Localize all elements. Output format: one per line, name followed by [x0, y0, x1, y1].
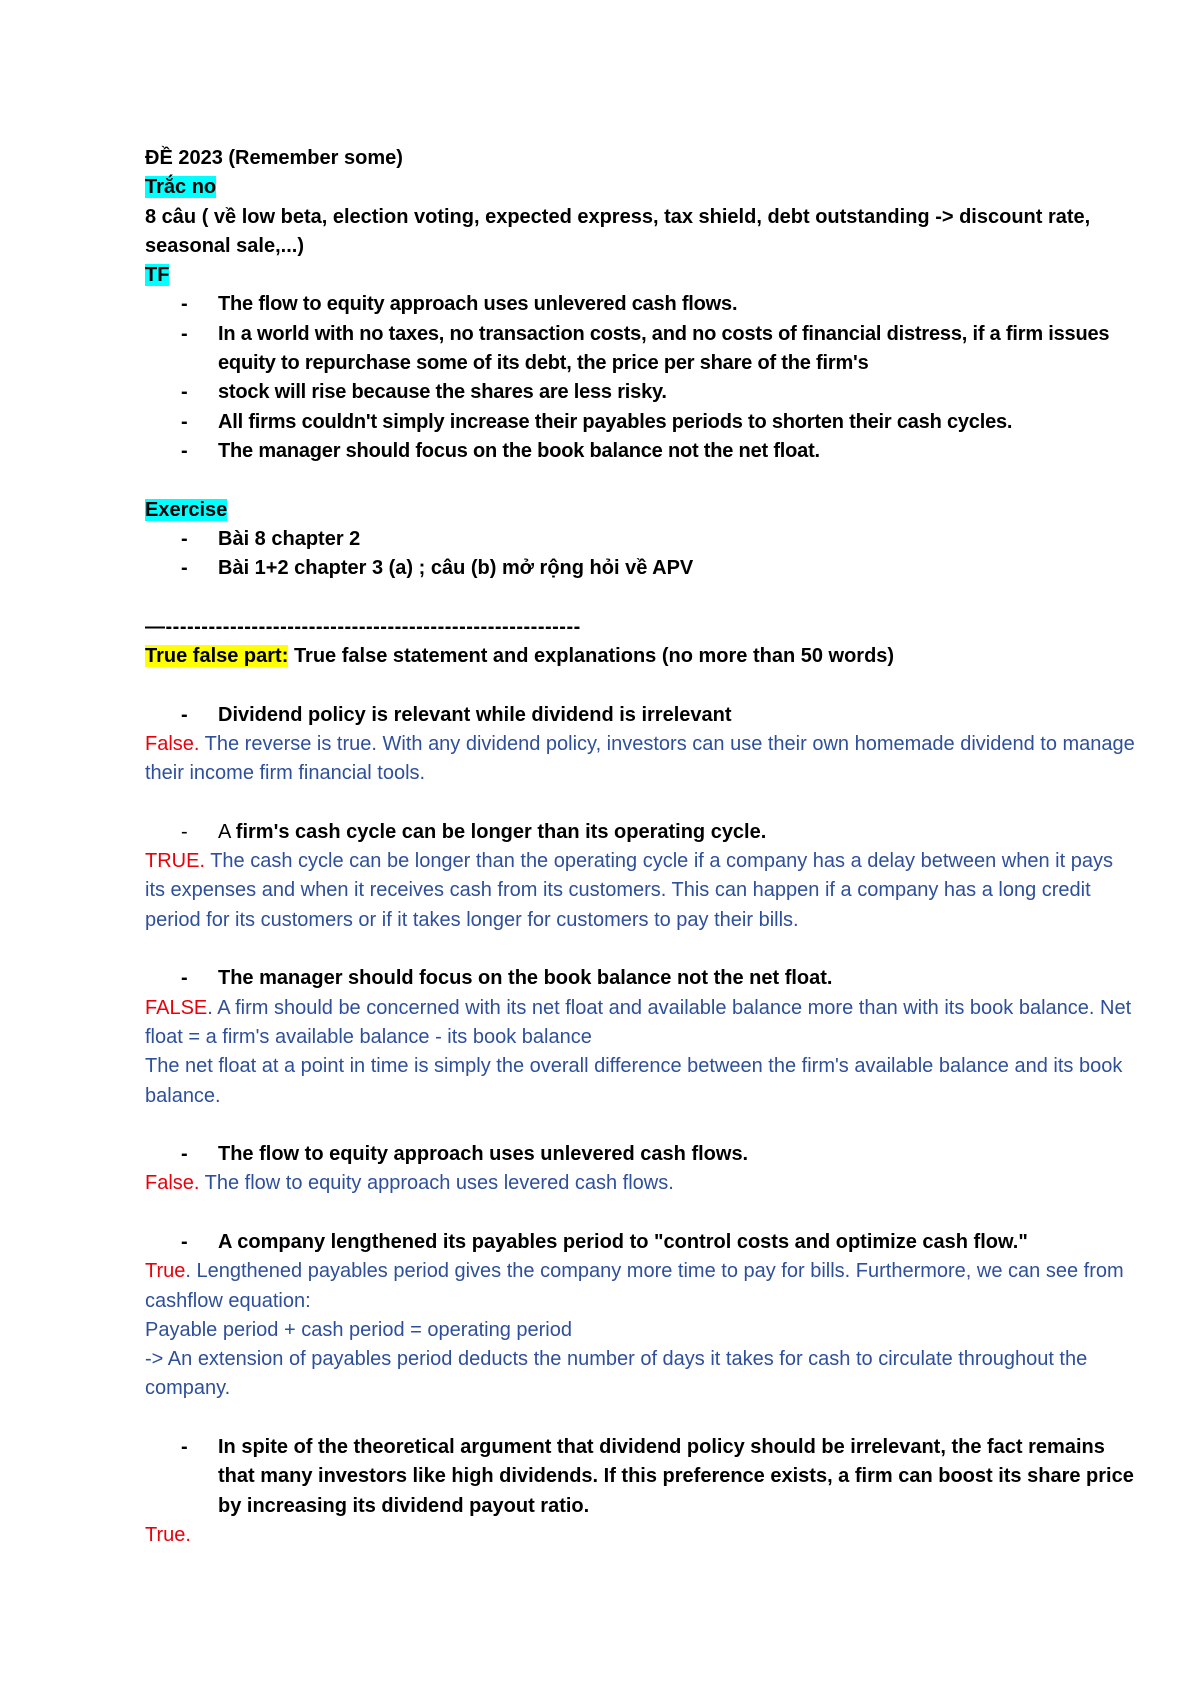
bullet-dash: - — [181, 381, 188, 404]
bullet-dash: - — [181, 703, 188, 726]
bullet-dash: - — [181, 1143, 188, 1166]
bullet-dash: - — [181, 527, 188, 550]
verdict: True. — [145, 1523, 191, 1546]
verdict: TRUE. — [145, 850, 205, 873]
statement-answer — [145, 730, 1135, 789]
explanation: . A firm should be concerned with its net float and available balance more than with its book balance. Net float = a firm's available balance - its book balance — [145, 996, 1132, 1048]
list-item: - Bài 8 chapter 2 — [145, 525, 1135, 554]
bullet-dash: - — [181, 439, 188, 462]
section-divider: —---------------------------------------------------------- — [145, 615, 581, 638]
list-item: - The flow to equity approach uses unlevered cash flows. — [145, 290, 1135, 319]
explanation-extra: The net float at a point in time is simply the overall difference between the firm's available balance and its book balance. — [145, 1055, 1123, 1107]
statement-question: - Dividend policy is relevant while dividend is irrelevant — [145, 701, 1135, 730]
statement-answer — [145, 1521, 1135, 1550]
list-item: - Bài 1+2 chapter 3 (a) ; câu (b) mở rộng hỏi về APV — [145, 554, 1135, 583]
statement-question: - The flow to equity approach uses unlevered cash flows. — [145, 1140, 1135, 1169]
exam-title: ĐỀ 2023 (Remember some) — [145, 147, 403, 169]
verdict: FALSE — [145, 996, 208, 1019]
bullet-dash: - — [181, 293, 188, 316]
tf-part-heading — [145, 642, 1135, 671]
verdict: False. — [145, 732, 200, 755]
explanation: The flow to equity approach uses levered cash flows. — [199, 1172, 674, 1195]
explanation: . Lengthened payables period gives the company more time to pay for bills. Furthermore, we can see from cashflow equation: — [145, 1260, 1124, 1312]
statement-question: - In spite of the theoretical argument that dividend policy should be irrelevant, the fact remains that many investors like high dividends. If this preference exists, a firm can boost its share price by increasing its dividend payout ratio. — [145, 1433, 1135, 1521]
document-content — [145, 144, 1135, 1550]
explanation-equation: Payable period + cash period = operating period — [145, 1318, 572, 1341]
tf-heading: TF — [145, 264, 170, 287]
list-item: - All firms couldn't simply increase their payables periods to shorten their cash cycles. — [145, 408, 1135, 437]
bullet-dash: - — [181, 410, 188, 433]
list-item: - stock will rise because the shares are less risky. — [145, 378, 1135, 407]
bullet-dash: - — [181, 1230, 188, 1253]
tf-part-label: True false part: — [145, 645, 289, 668]
bullet-dash: - — [181, 820, 188, 843]
statement-answer — [145, 994, 1135, 1053]
bullet-dash: - — [181, 1436, 188, 1459]
bullet-dash: - — [181, 967, 188, 990]
explanation: The reverse is true. With any dividend policy, investors can use their own homemade dividend to manage their income firm financial tools. — [145, 732, 1135, 785]
explanation-extra: -> An extension of payables period deducts the number of days it takes for cash to circulate throughout the company. — [145, 1348, 1088, 1400]
explanation: The cash cycle can be longer than the operating cycle if a company has a delay between when it pays its expenses and when it receives cash from its customers. This can happen if a company has a long credit period for its customers or if it takes longer for customers to pay their bills. — [145, 850, 1113, 931]
bullet-dash: - — [181, 322, 188, 345]
statement-question: - A firm's cash cycle can be longer than its operating cycle. — [145, 818, 1135, 847]
list-item: - The manager should focus on the book balance not the net float. — [145, 437, 1135, 466]
statement-question: - The manager should focus on the book balance not the net float. — [145, 964, 1135, 993]
exercise-list — [145, 525, 1135, 584]
exercise-heading: Exercise — [145, 498, 228, 521]
list-item: - In a world with no taxes, no transaction costs, and no costs of financial distress, if a firm issues equity to repurchase some of its debt, the price per share of the firm's — [145, 320, 1135, 379]
mc-text: 8 câu ( về low beta, election voting, expected express, tax shield, debt outstanding -> discount rate, seasonal sale,...) — [145, 205, 1091, 257]
tf-part-text: True false statement and explanations (no more than 50 words) — [288, 645, 895, 668]
statement-answer — [145, 1257, 1135, 1316]
verdict: True — [145, 1260, 186, 1283]
mc-heading: Trắc no — [145, 176, 217, 199]
statement-question: - A company lengthened its payables period to "control costs and optimize cash flow." — [145, 1228, 1135, 1257]
statement-answer — [145, 1169, 1135, 1198]
bullet-dash: - — [181, 557, 188, 580]
tf-list — [145, 290, 1135, 466]
statement-answer — [145, 847, 1135, 935]
verdict: False. — [145, 1172, 200, 1195]
